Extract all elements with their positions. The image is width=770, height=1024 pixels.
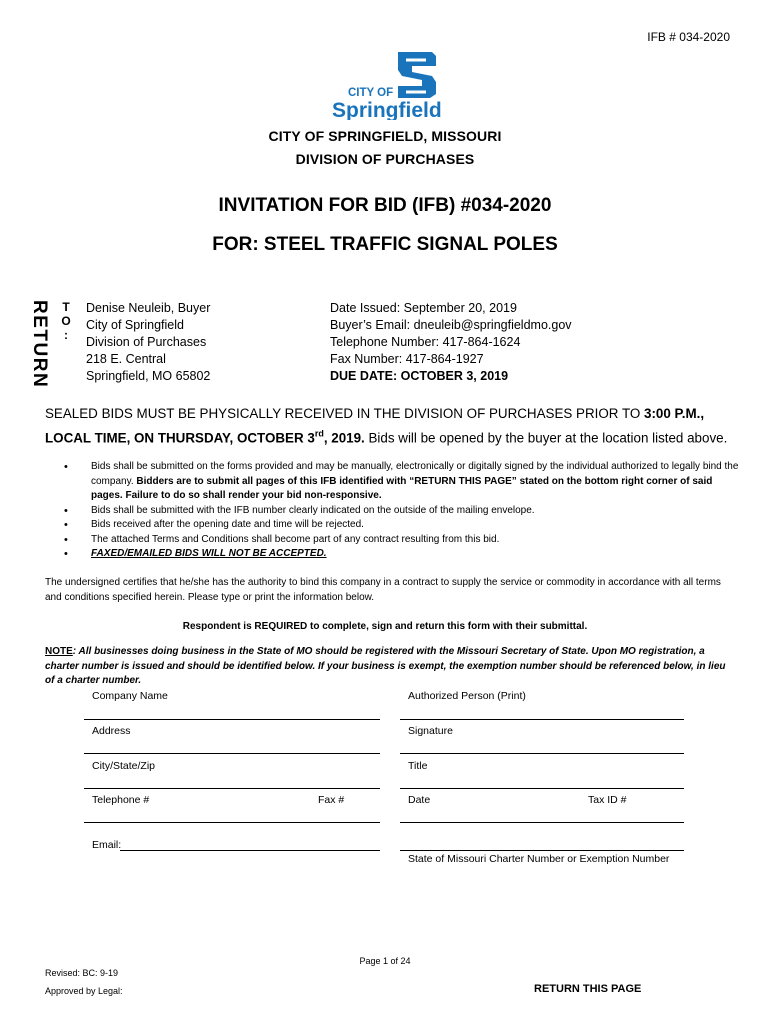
charter-number-field[interactable] — [400, 850, 684, 851]
division-name: DIVISION OF PURCHASES — [295, 151, 475, 167]
tax-id-label: Tax ID # — [588, 794, 627, 806]
submission-rules-list — [60, 460, 740, 562]
revised-note: Revised: BC: 9-19 — [45, 968, 119, 978]
list-item: • FAXED/EMAILED BIDS WILL NOT BE ACCEPTED. — [60, 547, 740, 562]
city-of-springfield-logo — [328, 48, 443, 120]
logo-line-springfield: Springfield — [332, 99, 442, 120]
mo-registration-note: NOTE: All businesses doing business in the State of MO should be registered with the Missouri Secretary of State. Upon MO registration, a charter number is issued and should be identified below. If your business is exempt, the exemption number should be referenced below, in lieu of a charter number. — [45, 646, 726, 686]
respondent-required-notice: Respondent is REQUIRED to complete, sign and return this form with their submittal. — [182, 621, 588, 632]
document-subtitle: FOR: STEEL TRAFFIC SIGNAL POLES — [212, 234, 558, 255]
company-name-label: Company Name — [92, 690, 168, 702]
authorized-person-label: Authorized Person (Print) — [408, 690, 526, 702]
buyer-name: Denise Neuleib, Buyer — [86, 301, 211, 315]
address-street: 218 E. Central — [86, 352, 166, 366]
return-address — [86, 300, 210, 385]
city-state-zip-field[interactable] — [84, 788, 380, 789]
page-number: Page 1 of 24 — [359, 956, 411, 966]
title-field[interactable] — [400, 788, 684, 789]
date-label: Date — [408, 794, 431, 806]
fax-label: Fax # — [318, 794, 345, 806]
return-vertical-text: RETURN — [29, 300, 50, 389]
fax-number: Fax Number: 417-864-1927 — [330, 352, 484, 366]
logo-s-mark-icon — [398, 52, 436, 98]
date-issued: Date Issued: September 20, 2019 — [330, 301, 517, 315]
due-date: DUE DATE: OCTOBER 3, 2019 — [330, 369, 509, 383]
ifb-number: IFB # 034-2020 — [647, 30, 730, 44]
company-name-field[interactable] — [84, 719, 380, 720]
list-item: • Bids received after the opening date and time will be rejected. — [60, 518, 740, 533]
telephone-fax-field[interactable] — [84, 822, 380, 823]
telephone-label: Telephone # — [92, 794, 150, 806]
certification-text: The undersigned certifies that he/she has the authority to bind this company in a contract to supply the service or commodity in accordance with all terms and conditions specified herein. Please type or print the information below. — [45, 577, 721, 603]
logo-line-city-of: CITY OF — [348, 87, 394, 99]
sealed-bids-notice: SEALED BIDS MUST BE PHYSICALLY RECEIVED IN THE DIVISION OF PURCHASES PRIOR TO 3:00 P.M., LOCAL TIME, ON THURSDAY, OCTOBER 3rd, 2019. Bids will be opened by the buyer at the location listed above. — [45, 406, 728, 446]
return-vertical-label — [24, 300, 52, 389]
city-state-zip-label: City/State/Zip — [92, 760, 156, 772]
address-city: City of Springfield — [86, 318, 184, 332]
address-city-state-zip: Springfield, MO 65802 — [86, 369, 211, 383]
charter-number-label: State of Missouri Charter Number or Exemption Number — [408, 853, 670, 865]
document-title: INVITATION FOR BID (IFB) #034-2020 — [218, 195, 552, 216]
list-item: • Bids shall be submitted with the IFB number clearly indicated on the outside of the mailing envelope. — [60, 504, 740, 519]
list-item: • Bids shall be submitted on the forms provided and may be manually, electronically or digitally signed by the individual authorized to legally bind the company. Bidders are to submit all pages of this IFB identified with “RETURN THIS PAGE” stated on the bottom right corner of said pages. Failure to do so shall render your bid non-responsive. — [60, 460, 740, 504]
return-this-page-label: RETURN THIS PAGE — [534, 983, 642, 995]
email-field[interactable] — [120, 850, 380, 851]
telephone-number: Telephone Number: 417-864-1624 — [330, 335, 521, 349]
title-label: Title — [408, 760, 428, 772]
date-tax-id-field[interactable] — [400, 822, 684, 823]
address-label: Address — [92, 725, 131, 737]
to-label: T O : — [61, 300, 71, 342]
authorized-person-field[interactable] — [400, 719, 684, 720]
buyer-email: Buyer’s Email: dneuleib@springfieldmo.gov — [330, 318, 572, 332]
org-name: CITY OF SPRINGFIELD, MISSOURI — [268, 128, 502, 144]
list-item: • The attached Terms and Conditions shall become part of any contract resulting from this bid. — [60, 533, 740, 548]
email-label: Email: — [92, 839, 122, 851]
address-division: Division of Purchases — [86, 335, 207, 349]
address-field[interactable] — [84, 753, 380, 754]
signature-field[interactable] — [400, 753, 684, 754]
signature-label: Signature — [408, 725, 453, 737]
approved-by-legal: Approved by Legal: — [45, 986, 123, 996]
issue-info — [330, 300, 572, 385]
